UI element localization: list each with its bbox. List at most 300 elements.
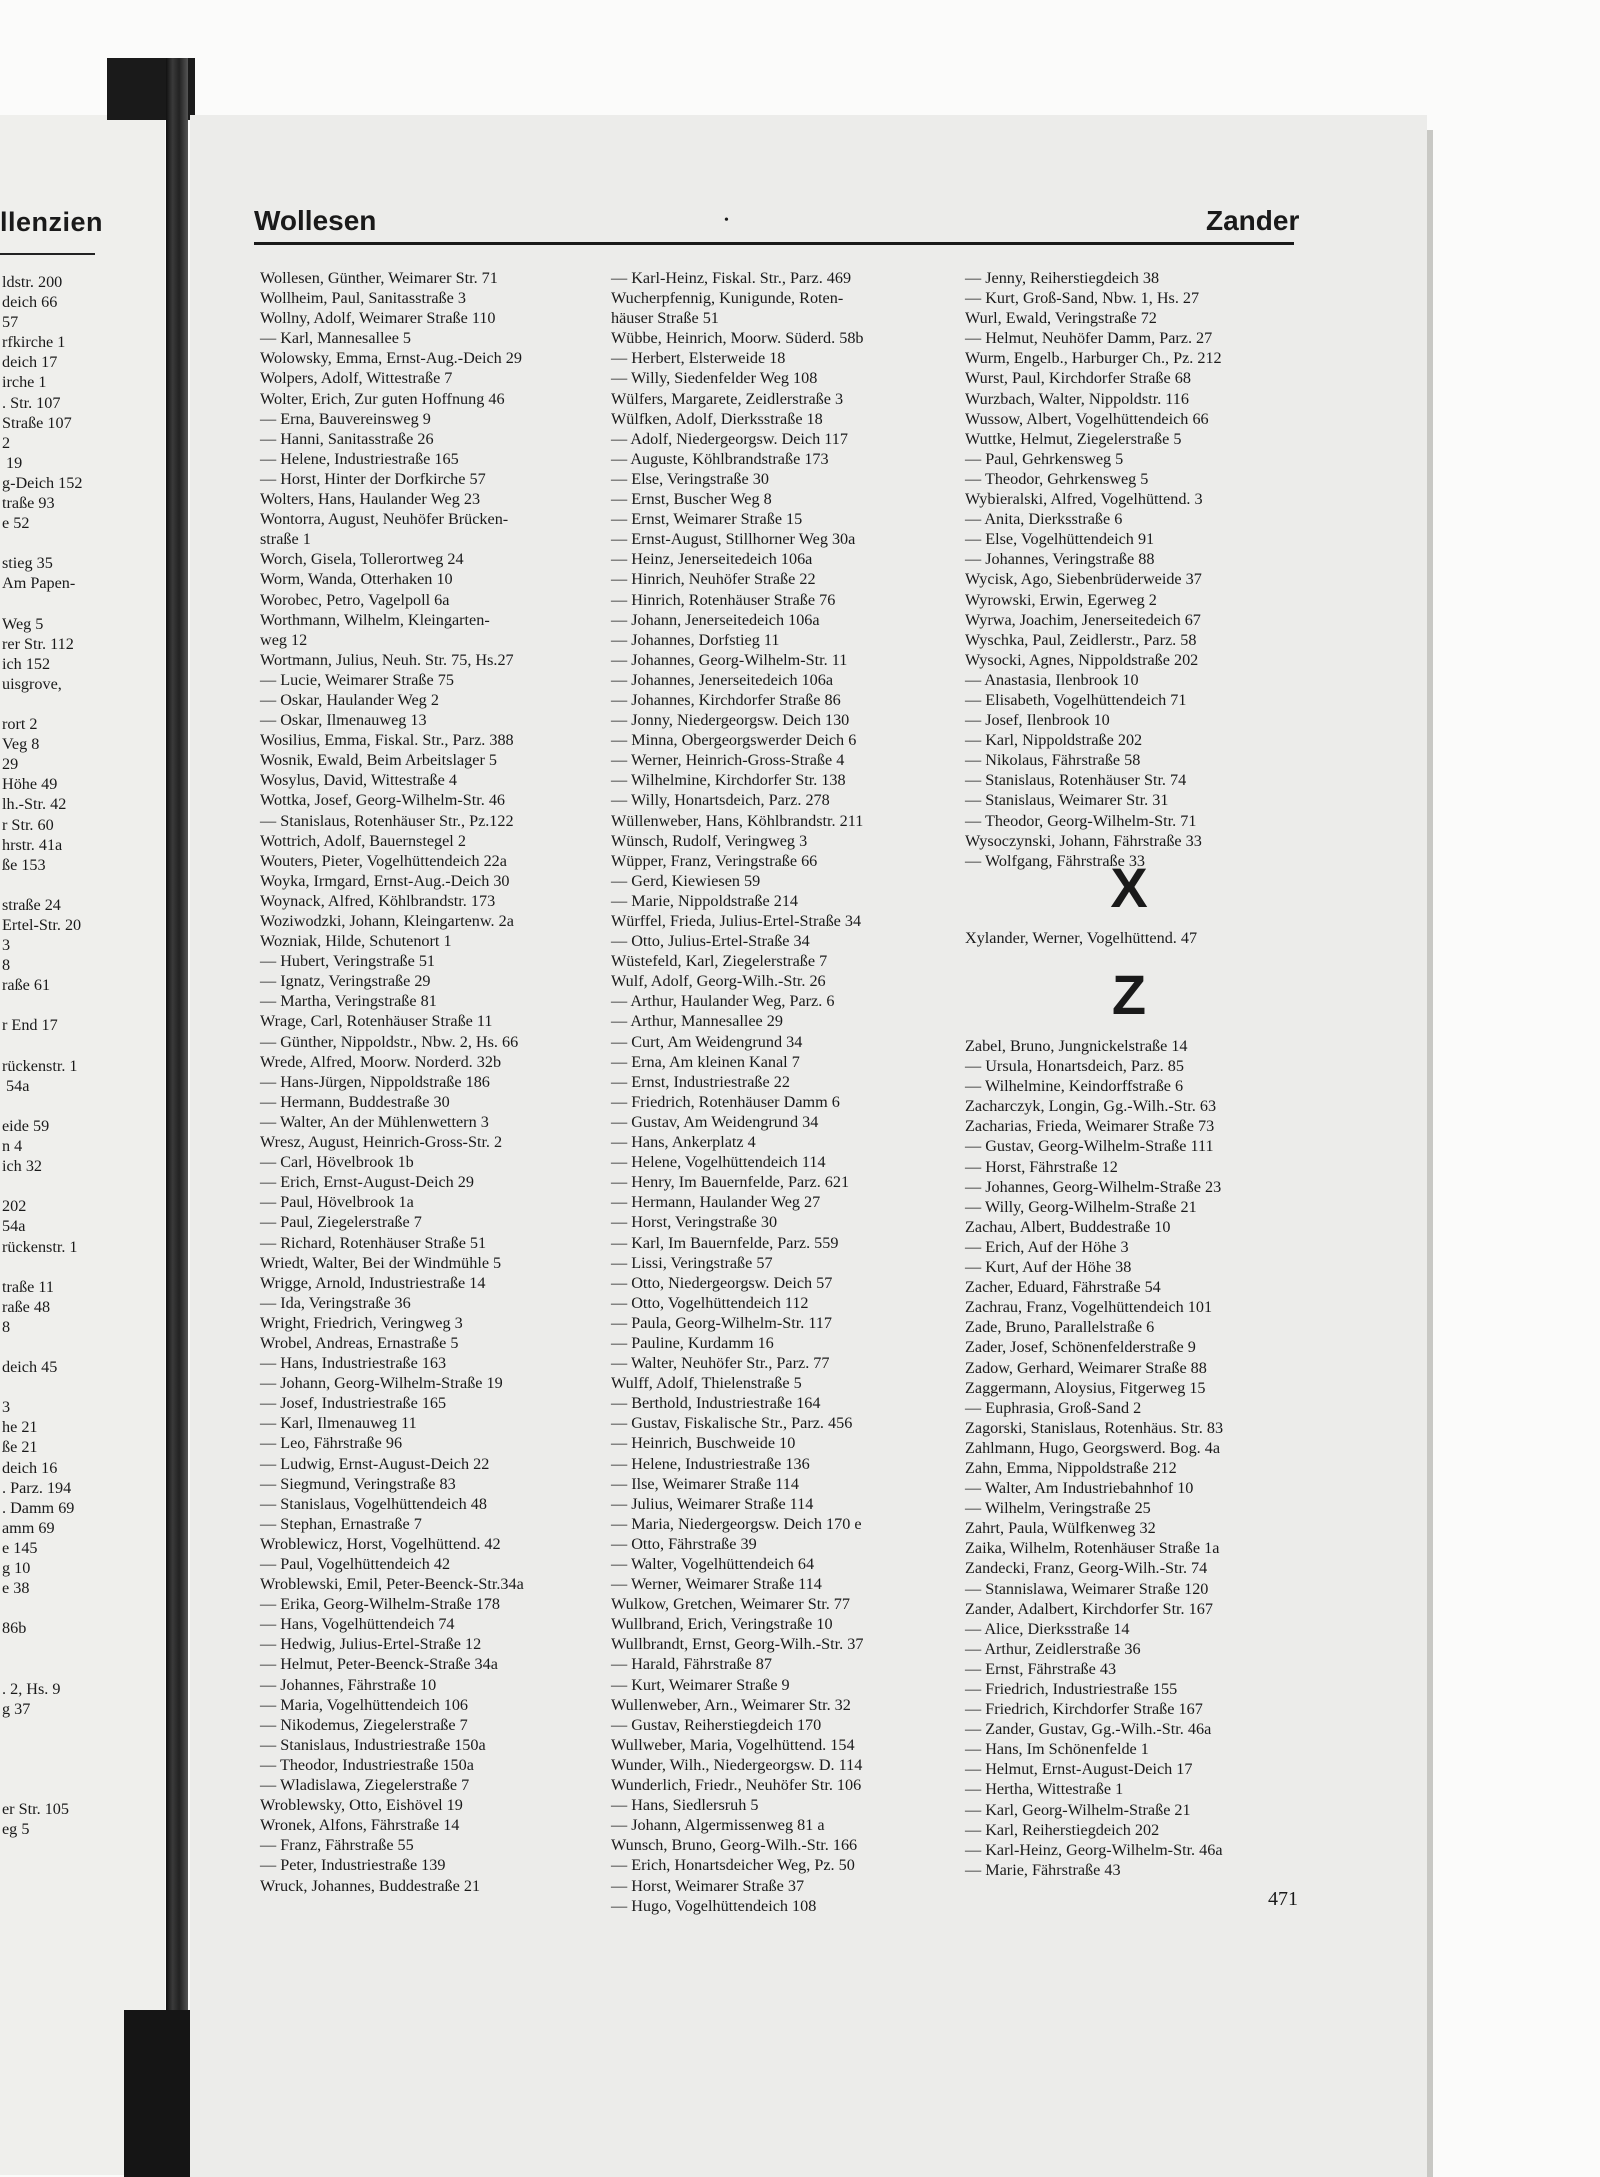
directory-entry: Wullbrandt, Ernst, Georg-Wilh.-Str. 37	[611, 1635, 864, 1654]
directory-entry: straße 1	[260, 530, 311, 549]
directory-entry: eg 5	[2, 1820, 30, 1839]
directory-entry: Wucherpfennig, Kunigunde, Roten-	[611, 289, 844, 308]
directory-entry: Wysocki, Agnes, Nippoldstraße 202	[965, 650, 1199, 669]
directory-entry	[2, 1638, 82, 1658]
directory-entry: — Karl, Ilmenauweg 11	[260, 1414, 417, 1433]
directory-entry: — Helene, Industriestraße 136	[611, 1454, 810, 1473]
directory-entry: Wolowsky, Emma, Ernst-Aug.-Deich 29	[260, 349, 522, 368]
directory-entry: — Johannes, Dorfstieg 11	[611, 630, 780, 649]
directory-entry: — Hermann, Buddestraße 30	[260, 1092, 450, 1111]
directory-entry: — Johann, Jenerseitedeich 106a	[611, 610, 820, 629]
directory-entry: — Adolf, Niedergeorgsw. Deich 117	[611, 429, 848, 448]
directory-entry: Straße 107	[2, 413, 72, 432]
directory-entry: weg 12	[260, 630, 308, 649]
directory-entry: Wolpers, Adolf, Wittestraße 7	[260, 369, 453, 388]
directory-entry: Wollheim, Paul, Sanitasstraße 3	[260, 289, 466, 308]
directory-entry: — Theodor, Industriestraße 150a	[260, 1755, 474, 1774]
directory-entry: Wüllenweber, Hans, Köhlbrandstr. 211	[611, 811, 864, 830]
directory-entry: stieg 35	[2, 554, 53, 573]
directory-entry: ich 152	[2, 654, 51, 673]
directory-entry: Wrigge, Arnold, Industriestraße 14	[260, 1273, 486, 1292]
directory-entry: 54a	[2, 1217, 26, 1236]
directory-entry: Wurst, Paul, Kirchdorfer Straße 68	[965, 369, 1191, 388]
directory-entry: Wruck, Johannes, Buddestraße 21	[260, 1876, 481, 1895]
directory-entry	[2, 533, 82, 553]
directory-entry: Wüstefeld, Karl, Ziegelerstraße 7	[611, 952, 828, 971]
left-page	[0, 115, 165, 2175]
directory-entry: 202	[2, 1197, 27, 1216]
directory-entry: Wysoczynski, Johann, Fährstraße 33	[965, 831, 1202, 850]
directory-entry: e 38	[2, 1579, 30, 1598]
directory-entry: — Elisabeth, Vogelhüttendeich 71	[965, 690, 1187, 709]
directory-entry: traße 11	[2, 1277, 54, 1296]
directory-entry: — Josef, Industriestraße 165	[260, 1394, 447, 1413]
directory-entry: — Richard, Rotenhäuser Straße 51	[260, 1233, 487, 1252]
directory-entry: — Else, Vogelhüttendeich 91	[965, 530, 1155, 549]
directory-entry: Wurzbach, Walter, Nippoldstr. 116	[965, 389, 1189, 408]
directory-entry: Zachrau, Franz, Vogelhüttendeich 101	[965, 1298, 1213, 1317]
directory-entry: Wroblewsky, Otto, Eishövel 19	[260, 1796, 463, 1815]
directory-entry: Worobec, Petro, Vagelpoll 6a	[260, 590, 450, 609]
directory-entry: deich 45	[2, 1358, 58, 1377]
directory-entry: — Ida, Veringstraße 36	[260, 1293, 411, 1312]
directory-entry: Zagorski, Stanislaus, Rotenhäus. Str. 83	[965, 1418, 1224, 1437]
directory-entry: — Ernst-August, Stillhorner Weg 30a	[611, 530, 856, 549]
running-head-left: Wollesen	[254, 205, 377, 236]
directory-entry	[2, 1036, 82, 1056]
directory-entry: Wresz, August, Heinrich-Gross-Str. 2	[260, 1133, 503, 1152]
directory-entry: — Lucie, Weimarer Straße 75	[260, 670, 454, 689]
directory-entry: — Stanislaus, Weimarer Str. 31	[965, 791, 1169, 810]
directory-entry: Wünsch, Rudolf, Veringweg 3	[611, 831, 808, 850]
directory-entry: — Euphrasia, Groß-Sand 2	[965, 1398, 1142, 1417]
directory-entry: n 4	[2, 1137, 23, 1156]
directory-entry: Wosilius, Emma, Fiskal. Str., Parz. 388	[260, 731, 514, 750]
directory-entry: Zahlmann, Hugo, Georgswerd. Bog. 4a	[965, 1438, 1221, 1457]
directory-entry: — Herbert, Elsterweide 18	[611, 349, 786, 368]
directory-entry: Zacher, Eduard, Fährstraße 54	[965, 1278, 1161, 1297]
directory-entry: Wollesen, Günther, Weimarer Str. 71	[260, 269, 498, 287]
directory-entry: — Otto, Julius-Ertel-Straße 34	[611, 932, 810, 951]
header-rule	[254, 242, 1294, 245]
directory-entry: Am Papen-	[2, 574, 76, 593]
directory-entry: — Wladislawa, Ziegelerstraße 7	[260, 1776, 470, 1795]
running-head-mark: •	[724, 213, 729, 228]
directory-entry: — Helmut, Ernst-August-Deich 17	[965, 1760, 1193, 1779]
directory-entry: — Walter, Neuhöfer Str., Parz. 77	[611, 1354, 830, 1373]
directory-entry: Zaika, Wilhelm, Rotenhäuser Straße 1a	[965, 1539, 1220, 1558]
directory-entry: Wroblewicz, Horst, Vogelhüttend. 42	[260, 1534, 501, 1553]
directory-entry: rückenstr. 1	[2, 1237, 78, 1256]
directory-entry: — Gustav, Georg-Wilhelm-Straße 111	[965, 1137, 1214, 1156]
directory-entry: — Kurt, Groß-Sand, Nbw. 1, Hs. 27	[965, 289, 1200, 308]
directory-entry: Woyka, Irmgard, Ernst-Aug.-Deich 30	[260, 871, 510, 890]
directory-entry: — Horst, Weimarer Straße 37	[611, 1876, 805, 1895]
directory-entry: — Heinz, Jenerseitedeich 106a	[611, 550, 813, 569]
directory-entry: raße 61	[2, 976, 51, 995]
directory-entry: Wosylus, David, Wittestraße 4	[260, 771, 457, 790]
directory-entry: raße 48	[2, 1297, 51, 1316]
directory-entry: — Anita, Dierksstraße 6	[965, 510, 1123, 529]
directory-entry: Xylander, Werner, Vogelhüttend. 47	[965, 929, 1198, 947]
section-letter-x: X	[1110, 856, 1148, 919]
directory-entry: — Maria, Niedergeorgsw. Deich 170 e	[611, 1514, 862, 1533]
directory-entry: — Wilhelm, Veringstraße 25	[965, 1499, 1151, 1518]
directory-entry: — Franz, Fährstraße 55	[260, 1836, 414, 1855]
directory-entry: — Maria, Vogelhüttendeich 106	[260, 1695, 469, 1714]
directory-entry: — Theodor, Gehrkensweg 5	[965, 469, 1149, 488]
directory-entry: — Marie, Fährstraße 43	[965, 1860, 1121, 1879]
directory-entry: — Wilhelmine, Keindorffstraße 6	[965, 1077, 1184, 1096]
directory-entry: — Hans-Jürgen, Nippoldstraße 186	[260, 1072, 490, 1091]
directory-entry: Wullenweber, Arn., Weimarer Str. 32	[611, 1695, 851, 1714]
directory-entry: — Friedrich, Industriestraße 155	[965, 1680, 1178, 1698]
directory-entry: — Hans, Im Schönenfelde 1	[965, 1740, 1149, 1759]
directory-entry: — Werner, Weimarer Straße 114	[611, 1575, 822, 1594]
directory-entry: — Oskar, Haulander Weg 2	[260, 690, 439, 709]
directory-entry: — Carl, Hövelbrook 1b	[260, 1153, 414, 1172]
directory-entry: — Otto, Fährstraße 39	[611, 1534, 757, 1553]
directory-entry: — Helmut, Neuhöfer Damm, Parz. 27	[965, 329, 1213, 348]
directory-entry: — Hermann, Haulander Weg 27	[611, 1193, 821, 1212]
left-header-rule	[0, 253, 95, 255]
directory-entry: — Siegmund, Veringstraße 83	[260, 1474, 456, 1493]
directory-entry: Zader, Josef, Schönenfelderstraße 9	[965, 1338, 1196, 1357]
directory-entry: 8	[2, 1317, 11, 1336]
directory-entry: Wright, Friedrich, Veringweg 3	[260, 1313, 463, 1332]
directory-entry: — Paul, Vogelhüttendeich 42	[260, 1555, 451, 1573]
directory-entry	[2, 1176, 82, 1196]
directory-entry: — Stephan, Ernastraße 7	[260, 1514, 422, 1533]
directory-entry: eide 59	[2, 1116, 50, 1135]
directory-entry: — Hubert, Veringstraße 51	[260, 952, 436, 971]
directory-entry: — Helene, Industriestraße 165	[260, 449, 459, 468]
directory-entry: — Friedrich, Kirchdorfer Straße 167	[965, 1700, 1203, 1719]
directory-entry: Wrede, Alfred, Moorw. Norderd. 32b	[260, 1052, 502, 1071]
directory-entry: — Johann, Algermissenweg 81 a	[611, 1816, 825, 1835]
directory-entry: — Walter, Am Industriebahnhof 10	[965, 1479, 1194, 1498]
directory-entry	[2, 1739, 82, 1759]
directory-entry: — Ernst, Buscher Weg 8	[611, 490, 772, 509]
directory-entry: Wosnik, Ewald, Beim Arbeitslager 5	[260, 751, 497, 770]
directory-entry: Zander, Adalbert, Kirchdorfer Str. 167	[965, 1599, 1213, 1618]
directory-entry: g 10	[2, 1559, 31, 1577]
directory-entry: — Stanislaus, Industriestraße 150a	[260, 1735, 486, 1754]
directory-entry: Wullbrand, Erich, Veringstraße 10	[611, 1615, 833, 1634]
directory-entry: Wrage, Carl, Rotenhäuser Straße 11	[260, 1012, 493, 1031]
directory-entry: Zacharias, Frieda, Weimarer Straße 73	[965, 1117, 1215, 1136]
directory-entry: 3	[2, 1398, 11, 1417]
directory-entry: 3	[2, 936, 11, 955]
section-letter-z: Z	[1111, 963, 1147, 1026]
directory-entry: Wülfken, Adolf, Dierksstraße 18	[611, 409, 823, 428]
directory-entry: Wuttke, Helmut, Ziegelerstraße 5	[965, 429, 1182, 448]
directory-entry	[2, 594, 82, 614]
directory-entry: Wulff, Adolf, Thielenstraße 5	[611, 1374, 802, 1393]
directory-entry: Zadow, Gerhard, Weimarer Straße 88	[965, 1358, 1207, 1377]
directory-entry: Weg 5	[2, 614, 44, 633]
directory-entry: Wouters, Pieter, Vogelhüttendeich 22a	[260, 851, 507, 870]
directory-entry: — Gustav, Am Weidengrund 34	[611, 1112, 819, 1131]
directory-entry: — Gerd, Kiewiesen 59	[611, 871, 761, 890]
directory-entry: Wulf, Adolf, Georg-Wilh.-Str. 26	[611, 972, 826, 991]
directory-entry: — Kurt, Weimarer Straße 9	[611, 1675, 790, 1694]
directory-entry: deich 16	[2, 1458, 58, 1477]
directory-entry: — Hans, Ankerplatz 4	[611, 1133, 756, 1152]
directory-entry: Wrobel, Andreas, Ernastraße 5	[260, 1333, 459, 1352]
directory-entry: — Stanislaus, Rotenhäuser Str., Pz.122	[260, 811, 514, 830]
directory-entry: — Johannes, Georg-Wilhelm-Str. 11	[611, 650, 848, 669]
directory-entry: — Hugo, Vogelhüttendeich 108	[611, 1896, 817, 1915]
directory-entry: . Damm 69	[2, 1498, 75, 1517]
directory-entry: — Walter, An der Mühlenwettern 3	[260, 1112, 489, 1131]
directory-entry	[2, 1719, 82, 1739]
directory-entry: ich 32	[2, 1157, 43, 1176]
directory-entry: — Hinrich, Rotenhäuser Straße 76	[611, 590, 836, 609]
directory-entry: Zaggermann, Aloysius, Fitgerweg 15	[965, 1378, 1206, 1397]
directory-entry	[2, 1377, 82, 1397]
directory-entry: — Ignatz, Veringstraße 29	[260, 972, 431, 991]
directory-entry: Ertel-Str. 20	[2, 916, 82, 934]
directory-entry: — Theodor, Georg-Wilhelm-Str. 71	[965, 811, 1197, 830]
directory-entry: Würffel, Frieda, Julius-Ertel-Straße 34	[611, 912, 862, 930]
directory-entry: — Leo, Fährstraße 96	[260, 1434, 403, 1453]
directory-entry: rort 2	[2, 715, 38, 734]
directory-entry: r Str. 60	[2, 815, 54, 834]
directory-entry: — Walter, Vogelhüttendeich 64	[611, 1555, 815, 1573]
directory-entry: 86b	[2, 1619, 27, 1638]
directory-entry	[2, 1779, 82, 1799]
directory-entry: — Ernst, Weimarer Straße 15	[611, 510, 803, 529]
directory-entry: — Zander, Gustav, Gg.-Wilh.-Str. 46a	[965, 1720, 1212, 1739]
directory-column-1	[260, 268, 524, 1896]
directory-entry: — Hans, Industriestraße 163	[260, 1354, 447, 1373]
directory-entry: — Harald, Fährstraße 87	[611, 1655, 772, 1674]
directory-entry: — Arthur, Zeidlerstraße 36	[965, 1639, 1141, 1658]
directory-entry: Wunsch, Bruno, Georg-Wilh.-Str. 166	[611, 1836, 858, 1855]
directory-entry: — Stanislaus, Rotenhäuser Str. 74	[965, 771, 1187, 790]
directory-entry: — Hedwig, Julius-Ertel-Straße 12	[260, 1635, 482, 1654]
directory-entry: Wullweber, Maria, Vogelhüttend. 154	[611, 1735, 855, 1754]
directory-entry: — Willy, Georg-Wilhelm-Straße 21	[965, 1197, 1197, 1216]
directory-entry: — Minna, Obergeorgswerder Deich 6	[611, 731, 857, 750]
directory-entry: Zachau, Albert, Buddestraße 10	[965, 1217, 1171, 1236]
directory-entry: — Horst, Fährstraße 12	[965, 1157, 1118, 1176]
directory-entry: Wussow, Albert, Vogelhüttendeich 66	[965, 409, 1209, 428]
col3-x-entries	[965, 928, 1197, 948]
directory-column-3	[965, 268, 1222, 871]
directory-entry: — Jenny, Reiherstiegdeich 38	[965, 269, 1160, 287]
directory-entry: Wolter, Erich, Zur guten Hoffnung 46	[260, 389, 505, 408]
directory-entry: rfkirche 1	[2, 333, 66, 352]
directory-entry: 19	[2, 453, 23, 472]
left-page-column	[2, 272, 82, 1839]
directory-entry: — Heinrich, Buschweide 10	[611, 1434, 796, 1453]
directory-entry: — Willy, Siedenfelder Weg 108	[611, 369, 818, 388]
directory-entry: Wübbe, Heinrich, Moorw. Süderd. 58b	[611, 329, 864, 348]
directory-entry: — Peter, Industriestraße 139	[260, 1856, 446, 1875]
directory-entry	[2, 1759, 82, 1779]
directory-entry: — Stanislaus, Vogelhüttendeich 48	[260, 1494, 487, 1513]
directory-entry: Wroblewski, Emil, Peter-Beenck-Str.34a	[260, 1575, 524, 1594]
directory-entry: häuser Straße 51	[611, 309, 719, 328]
directory-entry: — Josef, Ilenbrook 10	[965, 711, 1110, 730]
directory-entry: . 2, Hs. 9	[2, 1679, 61, 1698]
directory-entry: — Nikodemus, Ziegelerstraße 7	[260, 1715, 468, 1734]
directory-entry: ldstr. 200	[2, 273, 63, 291]
directory-entry: — Helmut, Peter-Beenck-Straße 34a	[260, 1655, 498, 1674]
directory-entry: he 21	[2, 1418, 38, 1437]
directory-entry: — Horst, Hinter der Dorfkirche 57	[260, 469, 486, 488]
directory-entry: — Julius, Weimarer Straße 114	[611, 1494, 814, 1513]
directory-entry: Wollny, Adolf, Weimarer Straße 110	[260, 309, 496, 328]
directory-entry: — Johannes, Veringstraße 88	[965, 550, 1155, 569]
directory-entry: — Wolfgang, Fährstraße 33	[965, 851, 1146, 870]
directory-entry: — Willy, Honartsdeich, Parz. 278	[611, 791, 830, 810]
directory-entry: g-Deich 152	[2, 473, 83, 492]
directory-entry: Wulkow, Gretchen, Weimarer Str. 77	[611, 1595, 850, 1614]
directory-entry: — Else, Veringstraße 30	[611, 469, 769, 488]
directory-entry: — Auguste, Köhlbrandstraße 173	[611, 449, 829, 468]
directory-entry: Wyschka, Paul, Zeidlerstr., Parz. 58	[965, 630, 1197, 649]
directory-entry: rer Str. 112	[2, 634, 74, 653]
directory-entry: — Karl, Reiherstiegdeich 202	[965, 1820, 1160, 1839]
directory-entry: — Otto, Vogelhüttendeich 112	[611, 1293, 809, 1312]
directory-entry: Wontorra, August, Neuhöfer Brücken-	[260, 510, 509, 529]
directory-entry: Zabel, Bruno, Jungnickelstraße 14	[965, 1037, 1188, 1055]
directory-entry: — Ludwig, Ernst-August-Deich 22	[260, 1454, 490, 1473]
directory-entry: — Wilhelmine, Kirchdorfer Str. 138	[611, 771, 846, 790]
directory-entry: deich 66	[2, 293, 58, 312]
directory-entry	[2, 995, 82, 1015]
directory-entry: — Horst, Veringstraße 30	[611, 1213, 778, 1232]
directory-entry: — Hinrich, Neuhöfer Straße 22	[611, 570, 816, 589]
directory-entry: — Paul, Ziegelerstraße 7	[260, 1213, 422, 1232]
directory-entry: straße 24	[2, 895, 61, 914]
directory-entry: 57	[2, 313, 19, 332]
directory-entry: — Johannes, Jenerseitedeich 106a	[611, 670, 834, 689]
col3-w-entries	[965, 268, 1222, 871]
directory-entry: amm 69	[2, 1518, 55, 1537]
directory-entry: g 37	[2, 1699, 31, 1718]
directory-entry	[2, 1658, 82, 1678]
directory-entry: Woynack, Alfred, Köhlbrandstr. 173	[260, 891, 496, 910]
directory-entry: — Erna, Am kleinen Kanal 7	[611, 1052, 800, 1071]
directory-entry: — Alice, Dierksstraße 14	[965, 1619, 1130, 1638]
directory-entry: Wurm, Engelb., Harburger Ch., Pz. 212	[965, 349, 1222, 368]
directory-entry: Wottka, Josef, Georg-Wilhelm-Str. 46	[260, 791, 506, 810]
directory-entry: traße 93	[2, 494, 55, 513]
directory-entry: 29	[2, 755, 19, 774]
directory-entry: Zacharczyk, Longin, Gg.-Wilh.-Str. 63	[965, 1097, 1217, 1116]
directory-entry: 8	[2, 956, 11, 975]
running-head-right: Zander	[1206, 205, 1300, 236]
directory-entry: — Paul, Hövelbrook 1a	[260, 1193, 414, 1212]
directory-entry: lh.-Str. 42	[2, 795, 67, 814]
directory-entry: Wronek, Alfons, Fährstraße 14	[260, 1816, 460, 1835]
directory-entry: — Karl, Georg-Wilhelm-Straße 21	[965, 1800, 1191, 1819]
directory-entry: Wortmann, Julius, Neuh. Str. 75, Hs.27	[260, 650, 514, 669]
directory-entry: uisgrove,	[2, 674, 62, 693]
directory-entry: — Karl, Nippoldstraße 202	[965, 731, 1143, 750]
directory-entry: — Karl-Heinz, Fiskal. Str., Parz. 469	[611, 269, 852, 287]
directory-entry: Wurl, Ewald, Veringstraße 72	[965, 309, 1157, 328]
directory-entry: — Erna, Bauvereinsweg 9	[260, 409, 431, 428]
directory-entry: — Erika, Georg-Wilhelm-Straße 178	[260, 1595, 500, 1614]
directory-entry: — Hertha, Wittestraße 1	[965, 1780, 1124, 1799]
directory-entry: Wycisk, Ago, Siebenbrüderweide 37	[965, 570, 1202, 589]
directory-entry: — Nikolaus, Fährstraße 58	[965, 751, 1141, 770]
directory-entry: — Marie, Nippoldstraße 214	[611, 891, 799, 910]
directory-entry: — Berthold, Industriestraße 164	[611, 1394, 821, 1413]
directory-entry: — Karl, Im Bauernfelde, Parz. 559	[611, 1233, 839, 1252]
directory-entry	[2, 1337, 82, 1357]
directory-entry: Worch, Gisela, Tollerortweg 24	[260, 550, 464, 569]
directory-entry: — Johannes, Kirchdorfer Straße 86	[611, 690, 841, 709]
directory-entry: — Paul, Gehrkensweg 5	[965, 449, 1124, 468]
directory-entry: Zandecki, Franz, Georg-Wilh.-Str. 74	[965, 1559, 1208, 1578]
directory-entry: rückenstr. 1	[2, 1056, 78, 1075]
directory-entry: — Erich, Auf der Höhe 3	[965, 1237, 1129, 1256]
directory-entry: 54a	[2, 1076, 30, 1095]
directory-column-2	[611, 268, 864, 1916]
directory-entry: Zahn, Emma, Nippoldstraße 212	[965, 1458, 1177, 1477]
directory-entry: — Martha, Veringstraße 81	[260, 992, 437, 1011]
directory-entry: — Kurt, Auf der Höhe 38	[965, 1258, 1132, 1277]
directory-entry: — Hans, Siedlersruh 5	[611, 1796, 759, 1815]
directory-entry: hrstr. 41a	[2, 835, 63, 854]
directory-entry: — Johannes, Georg-Wilhelm-Straße 23	[965, 1177, 1222, 1196]
directory-entry: — Curt, Am Weidengrund 34	[611, 1032, 803, 1051]
directory-entry: e 52	[2, 514, 30, 533]
directory-entry: — Johann, Georg-Wilhelm-Straße 19	[260, 1374, 503, 1393]
spine-bottom-shadow	[124, 2010, 194, 2177]
directory-entry: Veg 8	[2, 735, 40, 754]
directory-entry: — Oskar, Ilmenauweg 13	[260, 711, 427, 730]
directory-entry: Wunder, Wilh., Niedergeorgsw. D. 114	[611, 1755, 863, 1774]
directory-entry: ße 21	[2, 1438, 38, 1457]
directory-entry: — Ernst, Fährstraße 43	[965, 1659, 1117, 1678]
directory-entry: — Werner, Heinrich-Gross-Straße 4	[611, 751, 845, 770]
directory-entry: 2	[2, 433, 11, 452]
directory-entry: — Stannislawa, Weimarer Straße 120	[965, 1579, 1209, 1598]
directory-entry: — Arthur, Mannesallee 29	[611, 1012, 783, 1031]
directory-entry: . Parz. 194	[2, 1478, 72, 1497]
page-number: 471	[1268, 1888, 1298, 1910]
directory-entry: — Pauline, Kurdamm 16	[611, 1333, 774, 1352]
directory-entry: — Anastasia, Ilenbrook 10	[965, 670, 1139, 689]
directory-entry: — Hans, Vogelhüttendeich 74	[260, 1615, 455, 1634]
directory-entry: ße 153	[2, 855, 46, 874]
directory-entry	[2, 875, 82, 895]
directory-entry: Zade, Bruno, Parallelstraße 6	[965, 1318, 1155, 1337]
directory-entry: — Arthur, Haulander Weg, Parz. 6	[611, 992, 835, 1011]
directory-entry: Worthmann, Wilhelm, Kleingarten-	[260, 610, 490, 629]
directory-entry: r End 17	[2, 1016, 58, 1035]
directory-entry: — Hanni, Sanitasstraße 26	[260, 429, 434, 448]
directory-entry: — Helene, Vogelhüttendeich 114	[611, 1153, 826, 1172]
directory-entry: — Friedrich, Rotenhäuser Damm 6	[611, 1092, 840, 1111]
directory-entry: — Ursula, Honartsdeich, Parz. 85	[965, 1057, 1184, 1076]
directory-entry: Wunderlich, Friedr., Neuhöfer Str. 106	[611, 1776, 862, 1795]
col3-z-entries	[965, 1036, 1223, 1880]
directory-entry: Wyrowski, Erwin, Egerweg 2	[965, 590, 1157, 609]
directory-entry: e 145	[2, 1538, 38, 1557]
directory-entry: — Erich, Honartsdeicher Weg, Pz. 50	[611, 1856, 855, 1875]
directory-entry: deich 17	[2, 353, 58, 372]
directory-entry: Wüpper, Franz, Veringstraße 66	[611, 851, 818, 870]
directory-entry: — Henry, Im Bauernfelde, Parz. 621	[611, 1173, 850, 1192]
